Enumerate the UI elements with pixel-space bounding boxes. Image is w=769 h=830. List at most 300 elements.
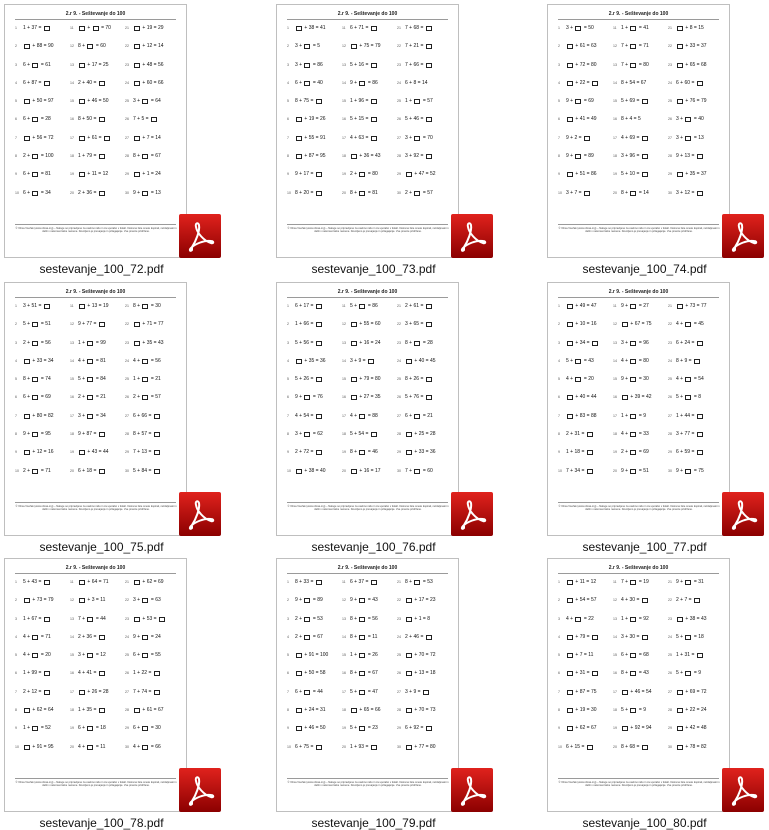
file-thumbnail[interactable] [4,558,187,812]
worksheet-problem [287,79,341,88]
problem-term: 65 [363,707,370,714]
worksheet-problem [342,302,396,311]
problem-term: = [315,116,319,123]
answer-box [685,377,691,382]
problem-term: 2 [405,189,408,196]
problem-term: = [315,357,319,364]
problem-term: + [570,467,574,474]
problem-number: 30 [668,744,672,749]
problem-term: = [145,116,149,123]
problem-term: + [625,449,629,456]
problem-term: 57 [427,98,433,105]
problem-term: 1 [676,652,679,659]
problem-term: + [27,688,31,695]
pdf-file-icon [721,213,765,259]
problem-term: 20 [303,189,310,196]
worksheet-problem [125,152,179,161]
worksheet-problem [668,320,722,329]
worksheet-problem [70,339,124,348]
problem-term: 7 [133,449,136,456]
worksheet-row [15,189,178,207]
file-item[interactable] [547,282,730,552]
problem-term: + [409,579,413,585]
worksheet-problem [342,578,396,587]
worksheet-problem [342,633,396,642]
worksheet-problem [558,669,612,678]
problem-term: 1 [23,25,26,31]
worksheet-problem [342,320,396,329]
file-item[interactable] [547,558,730,828]
problem-number: 20 [70,190,74,195]
problem-term: 6 [23,171,26,178]
problem-number: 13 [613,616,617,621]
problem-term: 42 [689,725,696,732]
file-thumbnail[interactable] [4,282,187,536]
problem-term: + [575,633,579,640]
problem-number: 19 [70,450,74,455]
problem-number: 23 [668,340,672,345]
worksheet-problem [558,743,612,752]
problem-term: = [691,652,695,659]
answer-box [575,154,581,159]
problem-number: 27 [397,135,401,140]
problem-term: 34 [47,357,54,364]
problem-term: 86 [372,303,378,309]
problem-number: 21 [397,26,401,30]
answer-box [296,726,302,731]
answer-box [622,395,628,400]
file-name-label[interactable]: sestevanje_100_74.pdf [582,262,707,276]
problem-term: 54 [303,412,310,419]
answer-box [304,395,310,400]
problem-term: + [575,303,579,309]
worksheet-problem [15,357,69,366]
problem-term: = [420,43,424,50]
answer-box [697,191,703,196]
answer-box [406,172,412,177]
problem-term: 8 [350,449,353,456]
problem-term: = [40,725,44,732]
file-item[interactable] [276,4,459,274]
problem-term: = [586,79,590,86]
answer-box [406,617,412,622]
worksheet-problem [287,688,341,697]
problem-term: 26 [372,652,378,659]
problem-term: 2 [78,394,81,401]
answer-box [697,154,703,159]
file-thumbnail[interactable] [276,282,459,536]
problem-term: 6 [405,412,408,419]
answer-box [134,44,140,49]
problem-number: 3 [558,62,560,67]
problem-term: 56 [45,339,51,346]
problem-term: = [586,171,590,178]
problem-term: 6 [23,394,26,401]
problem-term: + [409,633,413,640]
problem-term: 26 [319,116,326,123]
problem-term: 35 [86,707,93,714]
problem-term: 3 [405,134,408,141]
problem-term: = [40,171,44,178]
problem-term: 6 [676,339,679,346]
answer-box [296,117,302,122]
problem-term: 51 [45,321,51,328]
problem-term: 46 [91,98,98,105]
answer-box [154,414,160,419]
answer-box [567,304,573,309]
problem-term: = [636,134,640,141]
worksheet-row [287,688,450,706]
answer-box [694,359,700,364]
problem-term: + [680,376,684,383]
answer-box [567,172,573,177]
problem-term: + [685,61,689,68]
file-thumbnail[interactable] [547,282,730,536]
problem-term: + [680,394,684,401]
problem-term: + [625,189,629,196]
answer-box [32,191,38,196]
answer-box [414,469,420,474]
worksheet-row [15,134,178,152]
problem-term: 17 [91,61,98,68]
worksheet-problem [397,339,451,348]
problem-term: = [95,652,99,659]
worksheet-problem [70,430,124,439]
answer-box [351,154,357,159]
file-name-label[interactable]: sestevanje_100_75.pdf [39,540,164,554]
problem-term: + [27,116,31,123]
problem-number: 3 [287,616,289,621]
problem-term: + [27,376,31,383]
problem-term: 33 [303,579,310,585]
file-name-label[interactable]: sestevanje_100_76.pdf [311,540,436,554]
problem-term: = [422,339,426,346]
worksheet-problem [125,596,179,605]
file-item[interactable] [276,558,459,828]
worksheet-problem [70,375,124,384]
problem-term: 70 [418,652,425,659]
file-thumbnail[interactable] [4,4,187,258]
problem-term: + [685,98,689,105]
problem-number: 25 [668,377,672,382]
problem-term: = [583,98,587,105]
problem-term: = [422,412,426,419]
problem-term: 80 [429,743,436,750]
worksheet-problem [125,393,179,402]
answer-box [87,341,93,346]
problem-number: 11 [70,580,74,584]
problem-term: 8 [621,116,624,123]
problem-term: 92 [413,725,420,732]
problem-term: = [150,134,154,141]
problem-number: 3 [287,62,289,67]
worksheet-problem [287,467,341,476]
problem-term: 17 [374,467,381,474]
problem-term: + [625,579,629,585]
problem-term: 2 [295,615,298,622]
problem-term: = [312,79,316,86]
worksheet-problem [558,430,612,439]
answer-box [351,708,357,713]
problem-term: = [636,98,640,105]
problem-term: 8 [405,376,408,383]
file-name-label[interactable]: sestevanje_100_78.pdf [39,816,164,830]
problem-term: + [625,743,629,750]
worksheet-problem [668,633,722,642]
answer-box [24,450,30,455]
file-item[interactable] [4,282,187,552]
worksheet-row [558,97,721,115]
problem-term: 18 [86,467,93,474]
worksheet-problem [613,578,667,587]
problem-term: + [299,171,303,178]
worksheet-problem [613,724,667,733]
problem-term: 89 [317,597,323,604]
problem-term: + [625,652,629,659]
problem-number: 26 [668,117,672,122]
worksheet-row [558,302,721,320]
file-item[interactable] [4,558,187,828]
problem-number: 27 [668,413,672,418]
problem-term: 12 [146,43,153,50]
problem-number: 30 [125,744,129,749]
pdf-icon-graphic [450,491,494,537]
problem-term: 8 [405,339,408,346]
problem-number: 4 [558,634,560,639]
problem-term: = [370,376,374,383]
problem-term: = [43,449,47,456]
problem-term: 69 [629,134,636,141]
problem-term: 44 [100,615,106,622]
problem-term: 1 [78,153,81,160]
problem-term: + [680,79,684,86]
problem-term: 47 [372,688,378,695]
problem-term: = [422,579,426,585]
answer-box [677,26,683,31]
problem-term: 2 [676,597,679,604]
problem-term: 87 [308,153,315,160]
problem-term: 19 [102,303,109,309]
problem-term: 41 [319,25,326,31]
problem-term: 46 [634,688,641,695]
problem-term: 5 [23,579,26,585]
problem-term: 30 [629,597,636,604]
worksheet-problem [287,448,341,457]
problem-term: = [310,171,314,178]
problem-term: + [27,670,31,677]
worksheet-problem [613,633,667,642]
worksheet-problem-grid [15,24,178,207]
problem-term: 43 [372,597,378,604]
problem-number: 25 [125,377,129,382]
problem-term: 33 [643,431,649,438]
worksheet-problem [342,615,396,624]
answer-box [426,395,432,400]
problem-term: 9 [350,597,353,604]
problem-term: 8 [78,116,81,123]
problem-term: 4 [676,376,679,383]
answer-box [423,690,429,695]
worksheet-title: 2.r 9. - Seštevanje do 100 [65,11,126,17]
file-name-label[interactable]: sestevanje_100_79.pdf [311,816,436,830]
problem-term: = [636,743,640,750]
file-name-label[interactable]: sestevanje_100_80.pdf [582,816,707,830]
answer-box [93,26,99,31]
file-name-label[interactable]: sestevanje_100_72.pdf [39,262,164,276]
problem-term: + [137,98,141,105]
problem-number: 25 [397,99,401,104]
problem-term: 38 [308,467,315,474]
problem-term: + [359,467,363,474]
answer-box [24,598,30,603]
problem-term: + [137,116,141,123]
problem-term: 1 [350,652,353,659]
answer-box [677,617,683,622]
problem-term: + [570,431,574,438]
problem-term: + [304,467,308,474]
worksheet-problem [668,115,722,124]
problem-term: 17 [418,597,425,604]
problem-term: 67 [634,321,641,328]
worksheet-problem [397,302,451,311]
problem-term: = [367,189,371,196]
worksheet-problem [287,339,341,348]
answer-box [414,414,420,419]
answer-box [44,671,50,676]
answer-box [142,191,148,196]
problem-term: 28 [427,339,433,346]
problem-term: = [586,116,590,123]
problem-term: = [40,321,44,328]
file-item[interactable] [276,282,459,552]
problem-number: 18 [342,708,346,713]
problem-term: = [422,189,426,196]
problem-term: 5 [350,116,353,123]
problem-number: 21 [125,580,129,584]
problem-term: 16 [590,321,597,328]
problem-term: = [693,321,697,328]
worksheet-problem [397,24,451,33]
problem-number: 9 [287,726,289,731]
problem-term: + [414,707,418,714]
problem-term: 13 [155,189,161,196]
problem-term: 4 [78,743,81,750]
answer-box [630,191,636,196]
answer-box [642,136,648,141]
problem-term: = [312,597,316,604]
problem-term: 95 [45,431,51,438]
worksheet-problem [70,79,124,88]
answer-box [371,432,377,437]
problem-term: = [586,597,590,604]
worksheet-problem [613,61,667,70]
worksheet-problem [125,42,179,51]
problem-term: 16 [47,449,54,456]
problem-term: + [82,376,86,383]
answer-box [134,708,140,713]
answer-box [630,469,636,474]
problem-term: + [625,98,629,105]
worksheet-problem [558,302,612,311]
worksheet-problem [125,357,179,366]
problem-term: = [638,303,642,309]
problem-term: 36 [86,189,93,196]
worksheet-problem [125,302,179,311]
worksheet-problem [125,170,179,179]
answer-box [44,617,50,622]
file-name-label[interactable]: sestevanje_100_73.pdf [311,262,436,276]
problem-term: 60 [427,467,433,474]
problem-term: + [27,189,31,196]
file-thumbnail[interactable] [276,558,459,812]
file-thumbnail[interactable] [276,4,459,258]
problem-term: = [693,467,697,474]
problem-term: + [680,321,684,328]
problem-term: 24 [374,339,381,346]
problem-term: + [82,652,86,659]
problem-term: 34 [100,412,106,419]
problem-number: 8 [558,154,560,159]
problem-number: 4 [15,80,17,85]
worksheet-divider [15,19,176,20]
problem-term: 1 [146,171,150,178]
file-thumbnail[interactable] [547,4,730,258]
answer-box [87,377,93,382]
problem-term: 5 [350,431,353,438]
problem-term: 24 [155,633,161,640]
file-thumbnail[interactable] [547,558,730,812]
problem-term: = [153,339,157,346]
problem-term: + [359,707,363,714]
problem-term: + [409,61,413,68]
problem-term: = [422,98,426,105]
answer-box [142,598,148,603]
problem-term: 6 [133,412,136,419]
problem-term: 57 [590,597,597,604]
problem-term: + [685,743,689,750]
problem-term: 56 [36,134,43,141]
problem-term: = [583,153,587,160]
problem-term: 31 [574,431,581,438]
file-name-label[interactable]: sestevanje_100_77.pdf [582,540,707,554]
worksheet-problem [613,170,667,179]
worksheet-problem [558,115,612,124]
problem-number: 12 [342,598,346,603]
problem-term: + [32,412,36,419]
problem-term: = [40,431,44,438]
worksheet-problem [668,339,722,348]
problem-number: 23 [125,616,129,621]
problem-term: 7 [133,688,136,695]
problem-term: = [586,412,590,419]
problem-term: 14 [155,134,161,141]
file-item[interactable] [547,4,730,274]
problem-term: 40 [579,394,586,401]
problem-term: 5 [350,725,353,732]
problem-term: 3 [295,43,298,50]
problem-term: + [32,134,36,141]
problem-term: 61 [413,303,420,309]
problem-term: 8 [621,79,624,86]
problem-term: 30 [629,633,636,640]
problem-number: 28 [125,154,129,159]
problem-term: 80 [374,376,381,383]
problem-term: 60 [100,43,106,50]
problem-term: 67 [157,707,164,714]
file-item[interactable] [4,4,187,274]
answer-box [630,708,636,713]
problem-term: + [142,707,146,714]
